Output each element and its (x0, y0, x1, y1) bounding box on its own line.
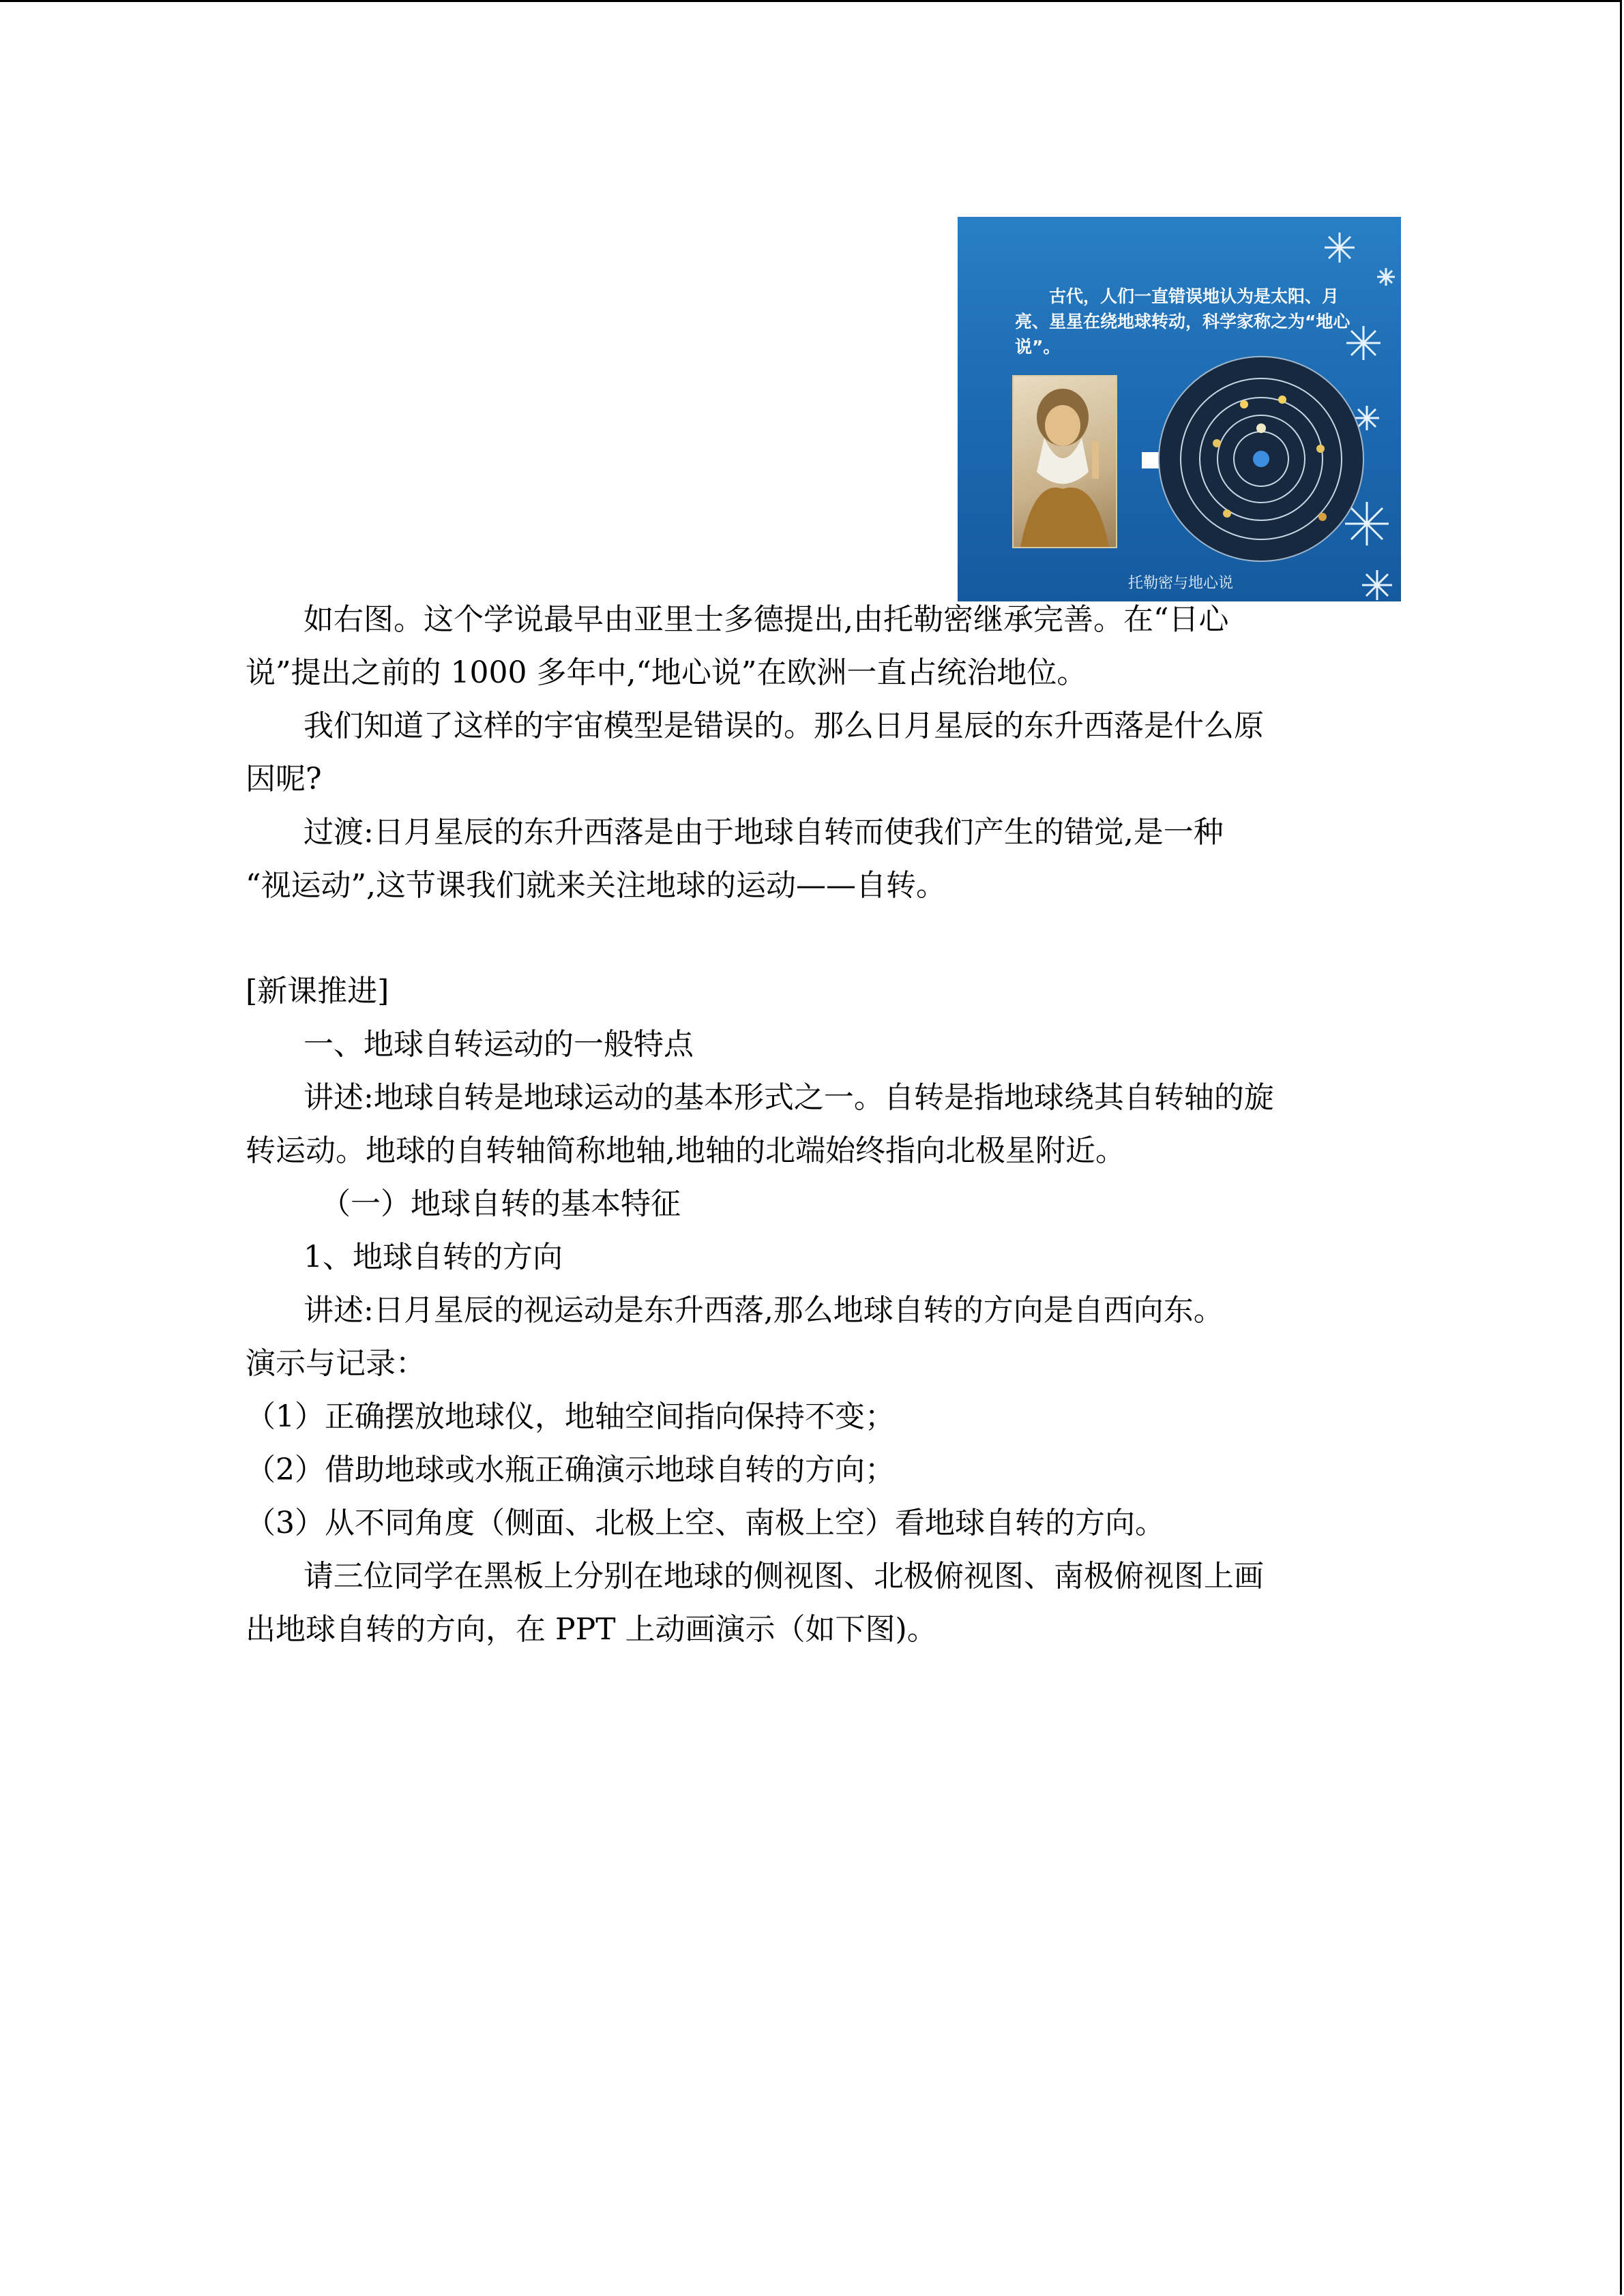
geocentric-slide-image (958, 217, 1401, 601)
section-heading: [新课推进] (246, 974, 389, 1009)
list-item: （2）借助地球或水瓶正确演示地球自转的方向； (246, 1452, 895, 1487)
new-lesson-section (246, 965, 1391, 1656)
subheading: 1、地球自转的方向 (304, 1240, 563, 1274)
list-item: （1）正确摆放地球仪，地轴空间指向保持不变； (246, 1399, 895, 1434)
text-line: 请三位同学在黑板上分别在地球的侧视图、北极俯视图、南极俯视图上画 (304, 1559, 1264, 1594)
geocentric-diagram (1159, 357, 1363, 561)
text-line: 如右图。这个学说最早由亚里士多德提出,由托勒密继承完善。在“日心 (304, 602, 1229, 637)
ptolemy-portrait (1012, 375, 1117, 548)
text-line: 我们知道了这样的宇宙模型是错误的。那么日月星辰的东升西落是什么原 (304, 709, 1264, 743)
text-line: 因呢? (246, 762, 322, 796)
text-line: 过渡:日月星辰的东升西落是由于地球自转而使我们产生的错觉,是一种 (304, 815, 1224, 850)
text-line: “视运动”,这节课我们就来关注地球的运动——自转。 (246, 868, 946, 903)
text-line: 转运动。地球的自转轴简称地轴,地轴的北端始终指向北极星附近。 (246, 1133, 1125, 1168)
text-line: 出地球自转的方向，在 PPT 上动画演示（如下图)。 (246, 1612, 937, 1647)
text-line: 说”提出之前的 1000 多年中,“地心说”在欧洲一直占统治地位。 (246, 655, 1087, 690)
subheading: （一）地球自转的基本特征 (321, 1187, 681, 1221)
slide-caption: 托勒密与地心说 (1128, 575, 1234, 592)
slide-text: 古代，人们一直错误地认为是太阳、月亮、星星在绕地球转动，科学家称之为“地心说”。 (1015, 286, 1350, 357)
portrait-figure (1014, 376, 1116, 547)
list-item: （3）从不同角度（侧面、北极上空、南极上空）看地球自转的方向。 (246, 1506, 1165, 1540)
subheading: 一、地球自转运动的一般特点 (304, 1027, 694, 1062)
intro-paragraphs (246, 593, 1391, 912)
text-line: 讲述:地球自转是地球运动的基本形式之一。自转是指地球绕其自转轴的旋 (304, 1080, 1274, 1115)
text-line: 演示与记录： (246, 1346, 426, 1381)
text-line: 讲述:日月星辰的视运动是东升西落,那么地球自转的方向是自西向东。 (304, 1293, 1224, 1328)
